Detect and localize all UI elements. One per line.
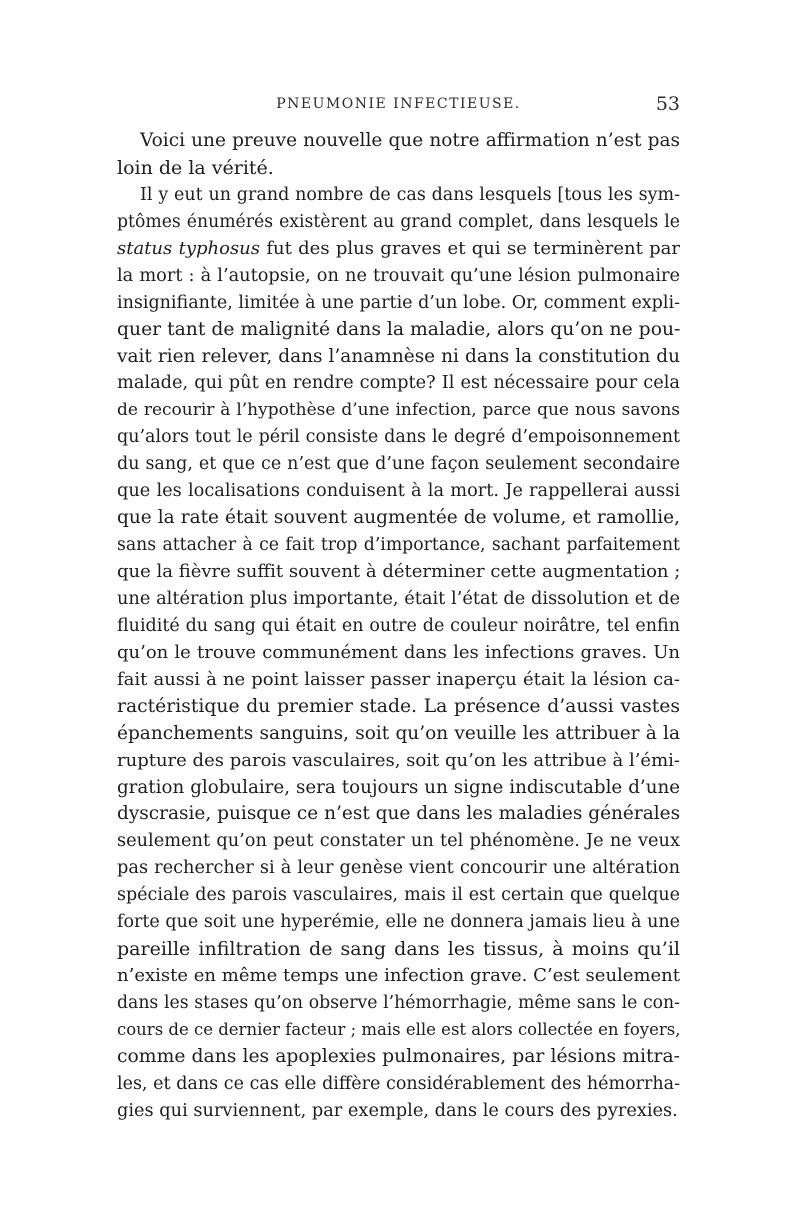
text-line: la mort : à l’autopsie, on ne trouvait qu’une lésion pulmonaire (117, 265, 680, 286)
text-line: comme dans les apoplexies pulmonaires, par lésions mitra- (117, 1045, 680, 1067)
text-line: les, et dans ce cas elle diffère considérablement des hémorrha- (117, 1073, 680, 1094)
text-line (117, 236, 680, 263)
text-line: sans attacher à ce fait trop d’importance, sachant parfaitement (117, 535, 680, 556)
text-line: seulement qu’on peut constater un tel phénomène. Je ne veux (117, 831, 680, 852)
text-line: gies qui surviennent, par exemple, dans le cours des pyrexies. (117, 1100, 678, 1121)
text-line: pas rechercher si à leur genèse vient concourir une altération (117, 858, 680, 879)
text-line: de recourir à l’hypothèse d’une infection, parce que nous savons (117, 400, 680, 421)
italic-term: status typhosus (117, 237, 261, 259)
text-line: Il y eut un grand nombre de cas dans lesquels [tous les sym- (140, 184, 680, 205)
text-line: ptômes énumérés existèrent au grand complet, dans lesquels le (117, 211, 680, 232)
text-line: rupture des parois vasculaires, soit qu’on les attribue à l’émi- (117, 749, 680, 771)
text-line: fait aussi à ne point laisser passer inaperçu était la lésion ca- (117, 668, 680, 690)
text-line: Voici une preuve nouvelle que notre affirmation n’est pas (140, 130, 680, 151)
text-line: que la rate était souvent augmentée de volume, et ramollie, (117, 507, 680, 529)
text-line: gration globulaire, sera toujours un signe indiscutable d’une (117, 776, 680, 798)
text-line: malade, qui pût en rendre compte? Il est nécessaire pour cela (117, 373, 680, 394)
text-line: n’existe en même temps une infection grave. C’est seulement (117, 965, 680, 987)
text-line: fluidité du sang qui était en outre de couleur noirâtre, tel enfin (117, 615, 680, 636)
text-line-rest: fut des plus graves et qui se terminèrent par (260, 237, 680, 259)
page-number: 53 (655, 93, 680, 115)
text-line: qu’alors tout le péril consiste dans le degré d’empoisonnement (117, 427, 680, 448)
text-line: qu’on le trouve communément dans les infections graves. Un (117, 641, 680, 663)
text-line: épanchements sanguins, soit qu’on veuille les attribuer à la (117, 722, 680, 744)
text-line: vait rien relever, dans l’anamnèse ni dans la constitution du (117, 345, 680, 367)
text-line: quer tant de malignité dans la maladie, alors qu’on ne pou- (117, 318, 680, 340)
running-title: PNEUMONIE INFECTIEUSE. (276, 96, 521, 112)
text-line: cours de ce dernier facteur ; mais elle est alors collectée en foyers, (117, 1019, 680, 1039)
text-line: que la fièvre suffit souvent à déterminer cette augmentation ; (117, 561, 680, 582)
text-line: pareille infiltration de sang dans les tissus, à moins qu’il (117, 938, 680, 961)
text-line: une altération plus importante, était l’état de dissolution et de (117, 588, 680, 609)
text-line: spéciale des parois vasculaires, mais il est certain que quelque (117, 885, 680, 906)
text-line: que les localisations conduisent à la mort. Je rappellerai aussi (117, 481, 680, 502)
body-text (117, 128, 680, 1125)
text-line: insignifiante, limitée à une partie d’un lobe. Or, comment expli- (117, 292, 680, 313)
text-line: du sang, et que ce n’est que d’une façon seulement secondaire (117, 454, 680, 475)
text-line: dyscrasie, puisque ce n’est que dans les maladies générales (117, 803, 680, 825)
text-line: loin de la vérité. (117, 156, 274, 179)
text-line: dans les stases qu’on observe l’hémorrhagie, même sans le con- (117, 993, 680, 1013)
text-line: forte que soit une hyperémie, elle ne donnera jamais lieu à une (117, 912, 680, 933)
text-line: ractéristique du premier stade. La présence d’aussi vastes (117, 695, 680, 717)
running-header (117, 93, 680, 118)
